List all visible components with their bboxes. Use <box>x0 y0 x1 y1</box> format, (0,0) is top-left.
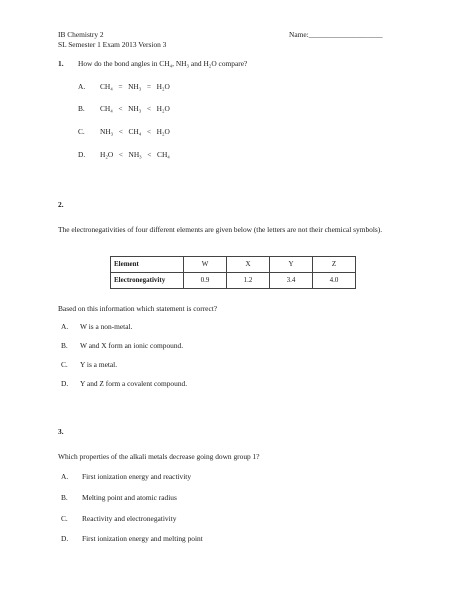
q2-option-d-text: Y and Z form a covalent compound. <box>80 379 188 388</box>
table-row <box>111 273 356 289</box>
q2-option-b-letter: B. <box>61 341 68 350</box>
q3-option-a-text: First ionization energy and reactivity <box>82 472 192 481</box>
table-cell-z: 4.0 <box>313 273 356 289</box>
q1-option-c-text: NH₃ < CH₄ < H₂O <box>100 127 170 136</box>
q1-option-b-text: CH₄ < NH₃ < H₂O <box>100 104 170 113</box>
q2-prompt: Based on this information which statement is correct? <box>58 304 218 313</box>
table-cell-w: 0.9 <box>184 273 227 289</box>
q3-option-d-text: First ionization energy and melting point <box>82 534 203 543</box>
table-header-y: Y <box>270 257 313 273</box>
table-header-element: Element <box>111 257 184 273</box>
q1-option-a-text: CH₄ = NH₃ = H₂O <box>100 82 170 91</box>
q3-option-b-letter: B. <box>61 493 68 502</box>
q1-option-c-letter: C. <box>78 127 85 136</box>
table-cell-x: 1.2 <box>227 273 270 289</box>
q2-stem: The electronegativities of four different elements are given below (the letters are not their chemical symbols). <box>58 225 383 234</box>
q3-stem: Which properties of the alkali metals decrease going down group 1? <box>58 452 260 461</box>
q3-option-b-text: Melting point and atomic radius <box>82 493 177 502</box>
q1-stem: How do the bond angles in CH₄, NH₃ and H₂O compare? <box>78 59 248 68</box>
exam-title: SL Semester 1 Exam 2013 Version 3 <box>58 40 167 49</box>
table-header-row <box>111 257 356 273</box>
q2-option-b-text: W and X form an ionic compound. <box>80 341 184 350</box>
q3-option-a-letter: A. <box>61 472 69 481</box>
table-row-label: Electronegativity <box>111 273 184 289</box>
q3-option-d-letter: D. <box>61 534 69 543</box>
q2-option-d-letter: D. <box>61 379 69 388</box>
q2-option-c-text: Y is a metal. <box>80 360 118 369</box>
electronegativity-table <box>110 256 356 289</box>
table-cell-y: 3.4 <box>270 273 313 289</box>
q1-number: 1. <box>58 59 64 68</box>
table-header-z: Z <box>313 257 356 273</box>
course-title: IB Chemistry 2 <box>58 30 104 39</box>
q1-option-b-letter: B. <box>78 104 85 113</box>
q2-number: 2. <box>58 200 64 209</box>
q3-number: 3. <box>58 427 64 436</box>
q2-option-a-text: W is a non-metal. <box>80 322 133 331</box>
name-field-label: Name:____________________ <box>289 30 383 39</box>
q1-option-d-text: H₂O < NH₃ < CH₄ <box>100 150 170 159</box>
table-header-w: W <box>184 257 227 273</box>
q3-option-c-text: Reactivity and electronegativity <box>82 514 177 523</box>
q1-option-a-letter: A. <box>78 82 86 91</box>
q3-option-c-letter: C. <box>61 514 68 523</box>
q2-option-a-letter: A. <box>61 322 69 331</box>
q1-option-d-letter: D. <box>78 150 86 159</box>
table-header-x: X <box>227 257 270 273</box>
q2-option-c-letter: C. <box>61 360 68 369</box>
